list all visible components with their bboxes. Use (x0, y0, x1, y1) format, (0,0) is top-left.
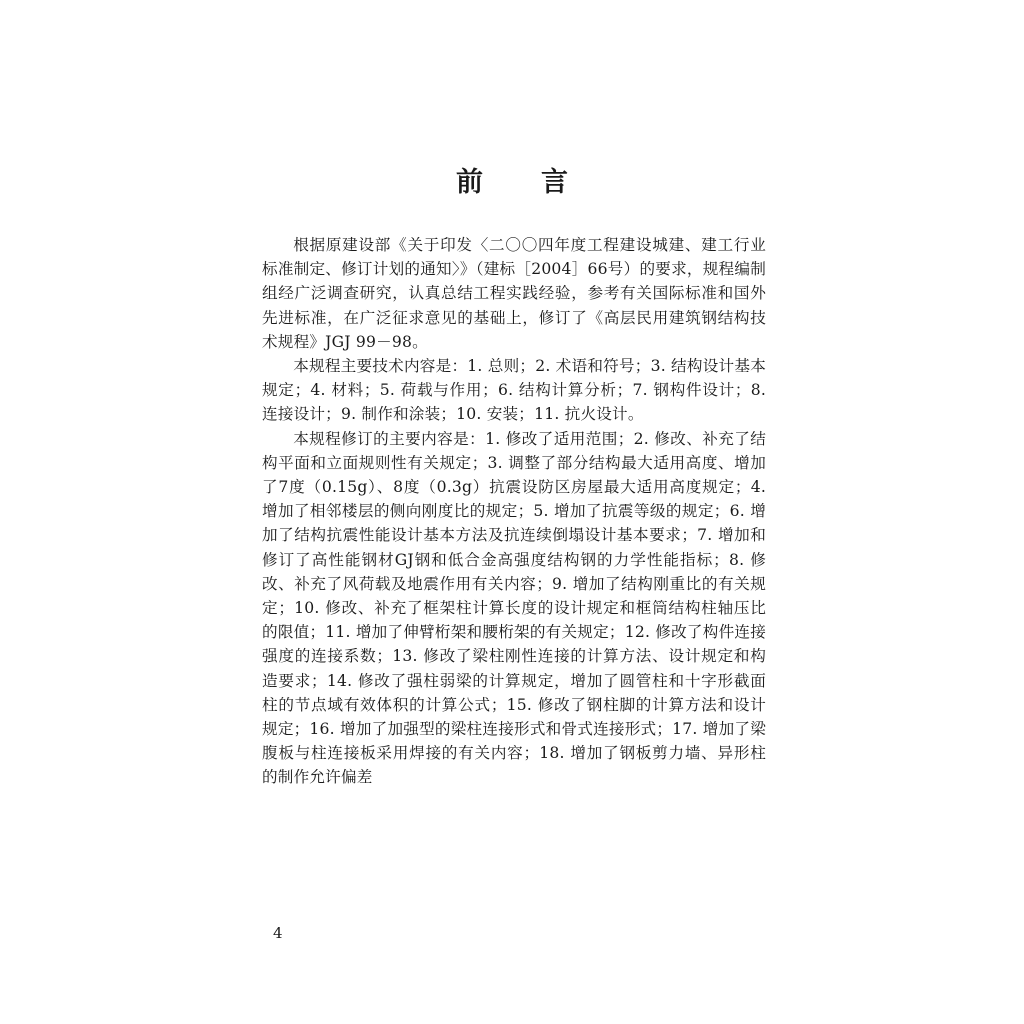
paragraph-1: 根据原建设部《关于印发〈二〇〇四年度工程建设城建、建工行业标准制定、修订计划的通知〉》（建标［2004］66号）的要求，规程编制组经广泛调查研究，认真总结工程实践经验，参考有关国际标准和国外先进标准，在广泛征求意见的基础上，修订了《高层民用建筑钢结构技术规程》JGJ 99－98。 (262, 236, 766, 351)
preface-body (262, 233, 766, 790)
paragraph-2: 本规程主要技术内容是：1. 总则；2. 术语和符号；3. 结构设计基本规定；4. 材料；5. 荷载与作用；6. 结构计算分析；7. 钢构件设计；8. 连接设计；9. 制作和涂装；10. 安装；11. 抗火设计。 (262, 357, 766, 424)
page-number: 4 (273, 924, 283, 942)
title-char-1: 前 (456, 167, 483, 198)
title-char-2: 言 (541, 167, 568, 198)
paragraph-3: 本规程修订的主要内容是：1. 修改了适用范围；2. 修改、补充了结构平面和立面规则性有关规定；3. 调整了部分结构最大适用高度、增加了7度（0.15g）、8度（0.3g）抗震设防区房屋最大适用高度规定；4. 增加了相邻楼层的侧向刚度比的规定；5. 增加了抗震等级的规定；6. 增加了结构抗震性能设计基本方法及抗连续倒塌设计基本要求；7. 增加和修订了高性能钢材GJ钢和低合金高强度结构钢的力学性能指标；8. 修改、补充了风荷载及地震作用有关内容；9. 增加了结构刚重比的有关规定；10. 修改、补充了框架柱计算长度的设计规定和框筒结构柱轴压比的限值；11. 增加了伸臂桁架和腰桁架的有关规定；12. 修改了构件连接强度的连接系数；13. 修改了梁柱刚性连接的计算方法、设计规定和构造要求；14. 修改了强柱弱梁的计算规定，增加了圆管柱和十字形截面柱的节点域有效体积的计算公式；15. 修改了钢柱脚的计算方法和设计规定；16. 增加了加强型的梁柱连接形式和骨式连接形式；17. 增加了梁腹板与柱连接板采用焊接的有关内容；18. 增加了钢板剪力墙、异形柱的制作允许偏差 (262, 429, 766, 787)
page-title (0, 160, 1024, 199)
